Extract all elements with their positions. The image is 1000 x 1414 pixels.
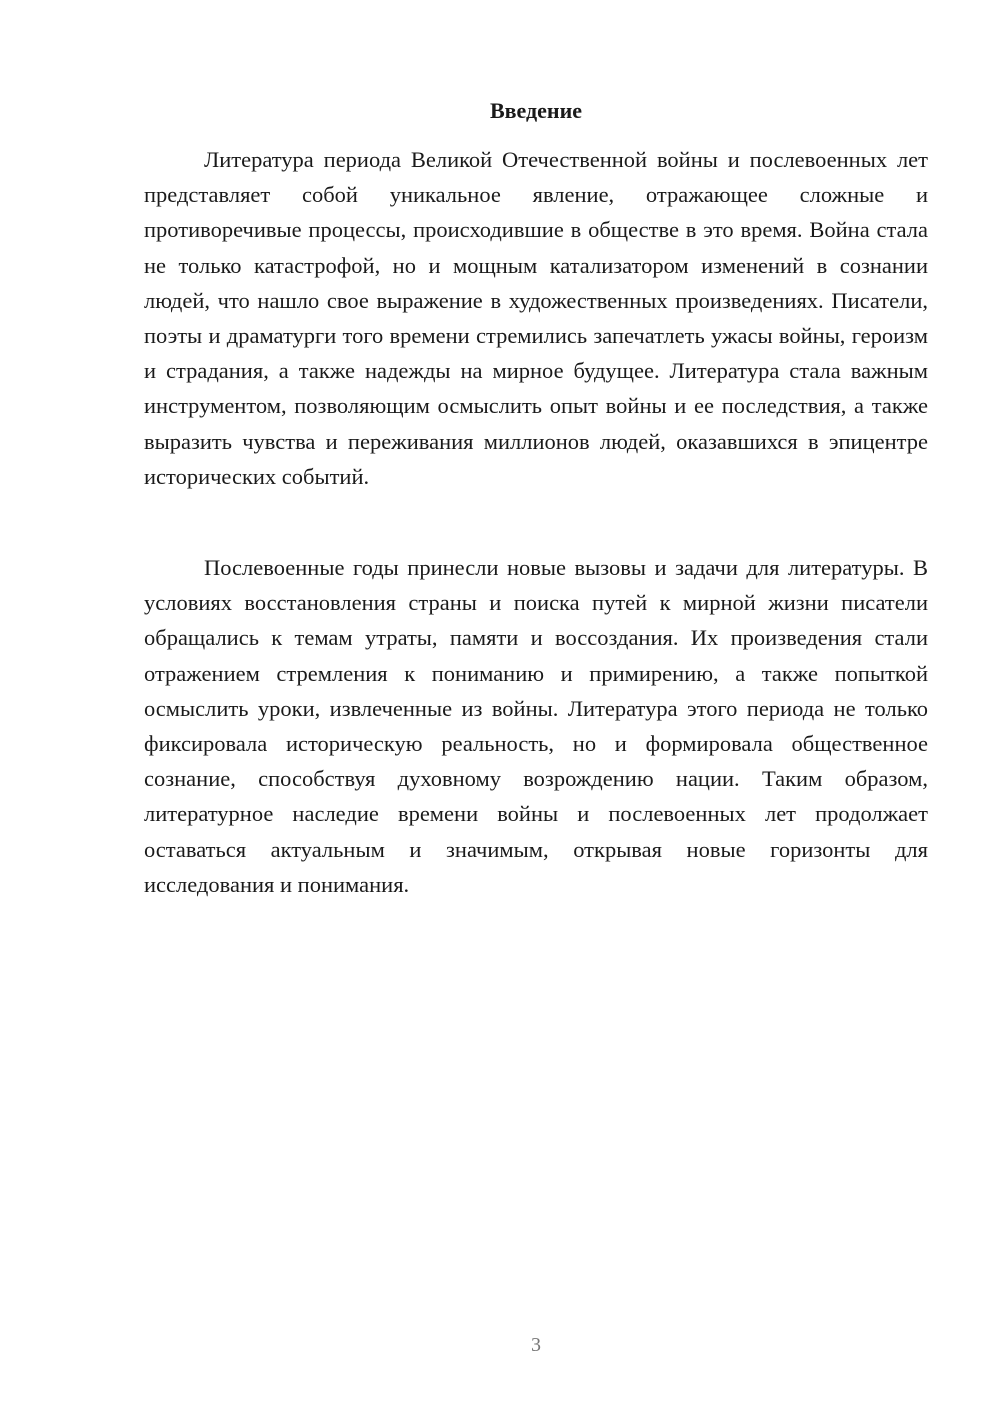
section-heading: Введение bbox=[489, 98, 583, 123]
paragraph-1: Литература периода Великой Отечественной войны и послевоенных лет представляет собой уникальное явление, отражающее сложные и противоречивые процессы, происходившие в обществе в это время. Война стала не только катастрофой, но и мощным катализатором изменений в сознании людей, что нашло свое выражение в художественных произведениях. Писатели, поэты и драматурги того времени стремились запечатлеть ужасы войны, героизм и страдания, а также надежды на мирное будущее. Литература стала важным инструментом, позволяющим осмыслить опыт войны и ее последствия, а также выразить чувства и переживания миллионов людей, оказавшихся в эпицентре исторических событий. bbox=[144, 147, 928, 489]
paragraph-2: Послевоенные годы принесли новые вызовы и задачи для литературы. В условиях восстановления страны и поиска путей к мирной жизни писатели обращались к темам утраты, памяти и воссоздания. Их произведения стали отражением стремления к пониманию и примирению, а также попыткой осмыслить уроки, извлеченные из войны. Литература этого периода не только фиксировала историческую реальность, но и формировала общественное сознание, способствуя духовному возрождению нации. Таким образом, литературное наследие времени войны и послевоенных лет продолжает оставаться актуальным и значимым, открывая новые горизонты для исследования и понимания. bbox=[144, 555, 928, 897]
page-number: 3 bbox=[531, 1334, 541, 1356]
